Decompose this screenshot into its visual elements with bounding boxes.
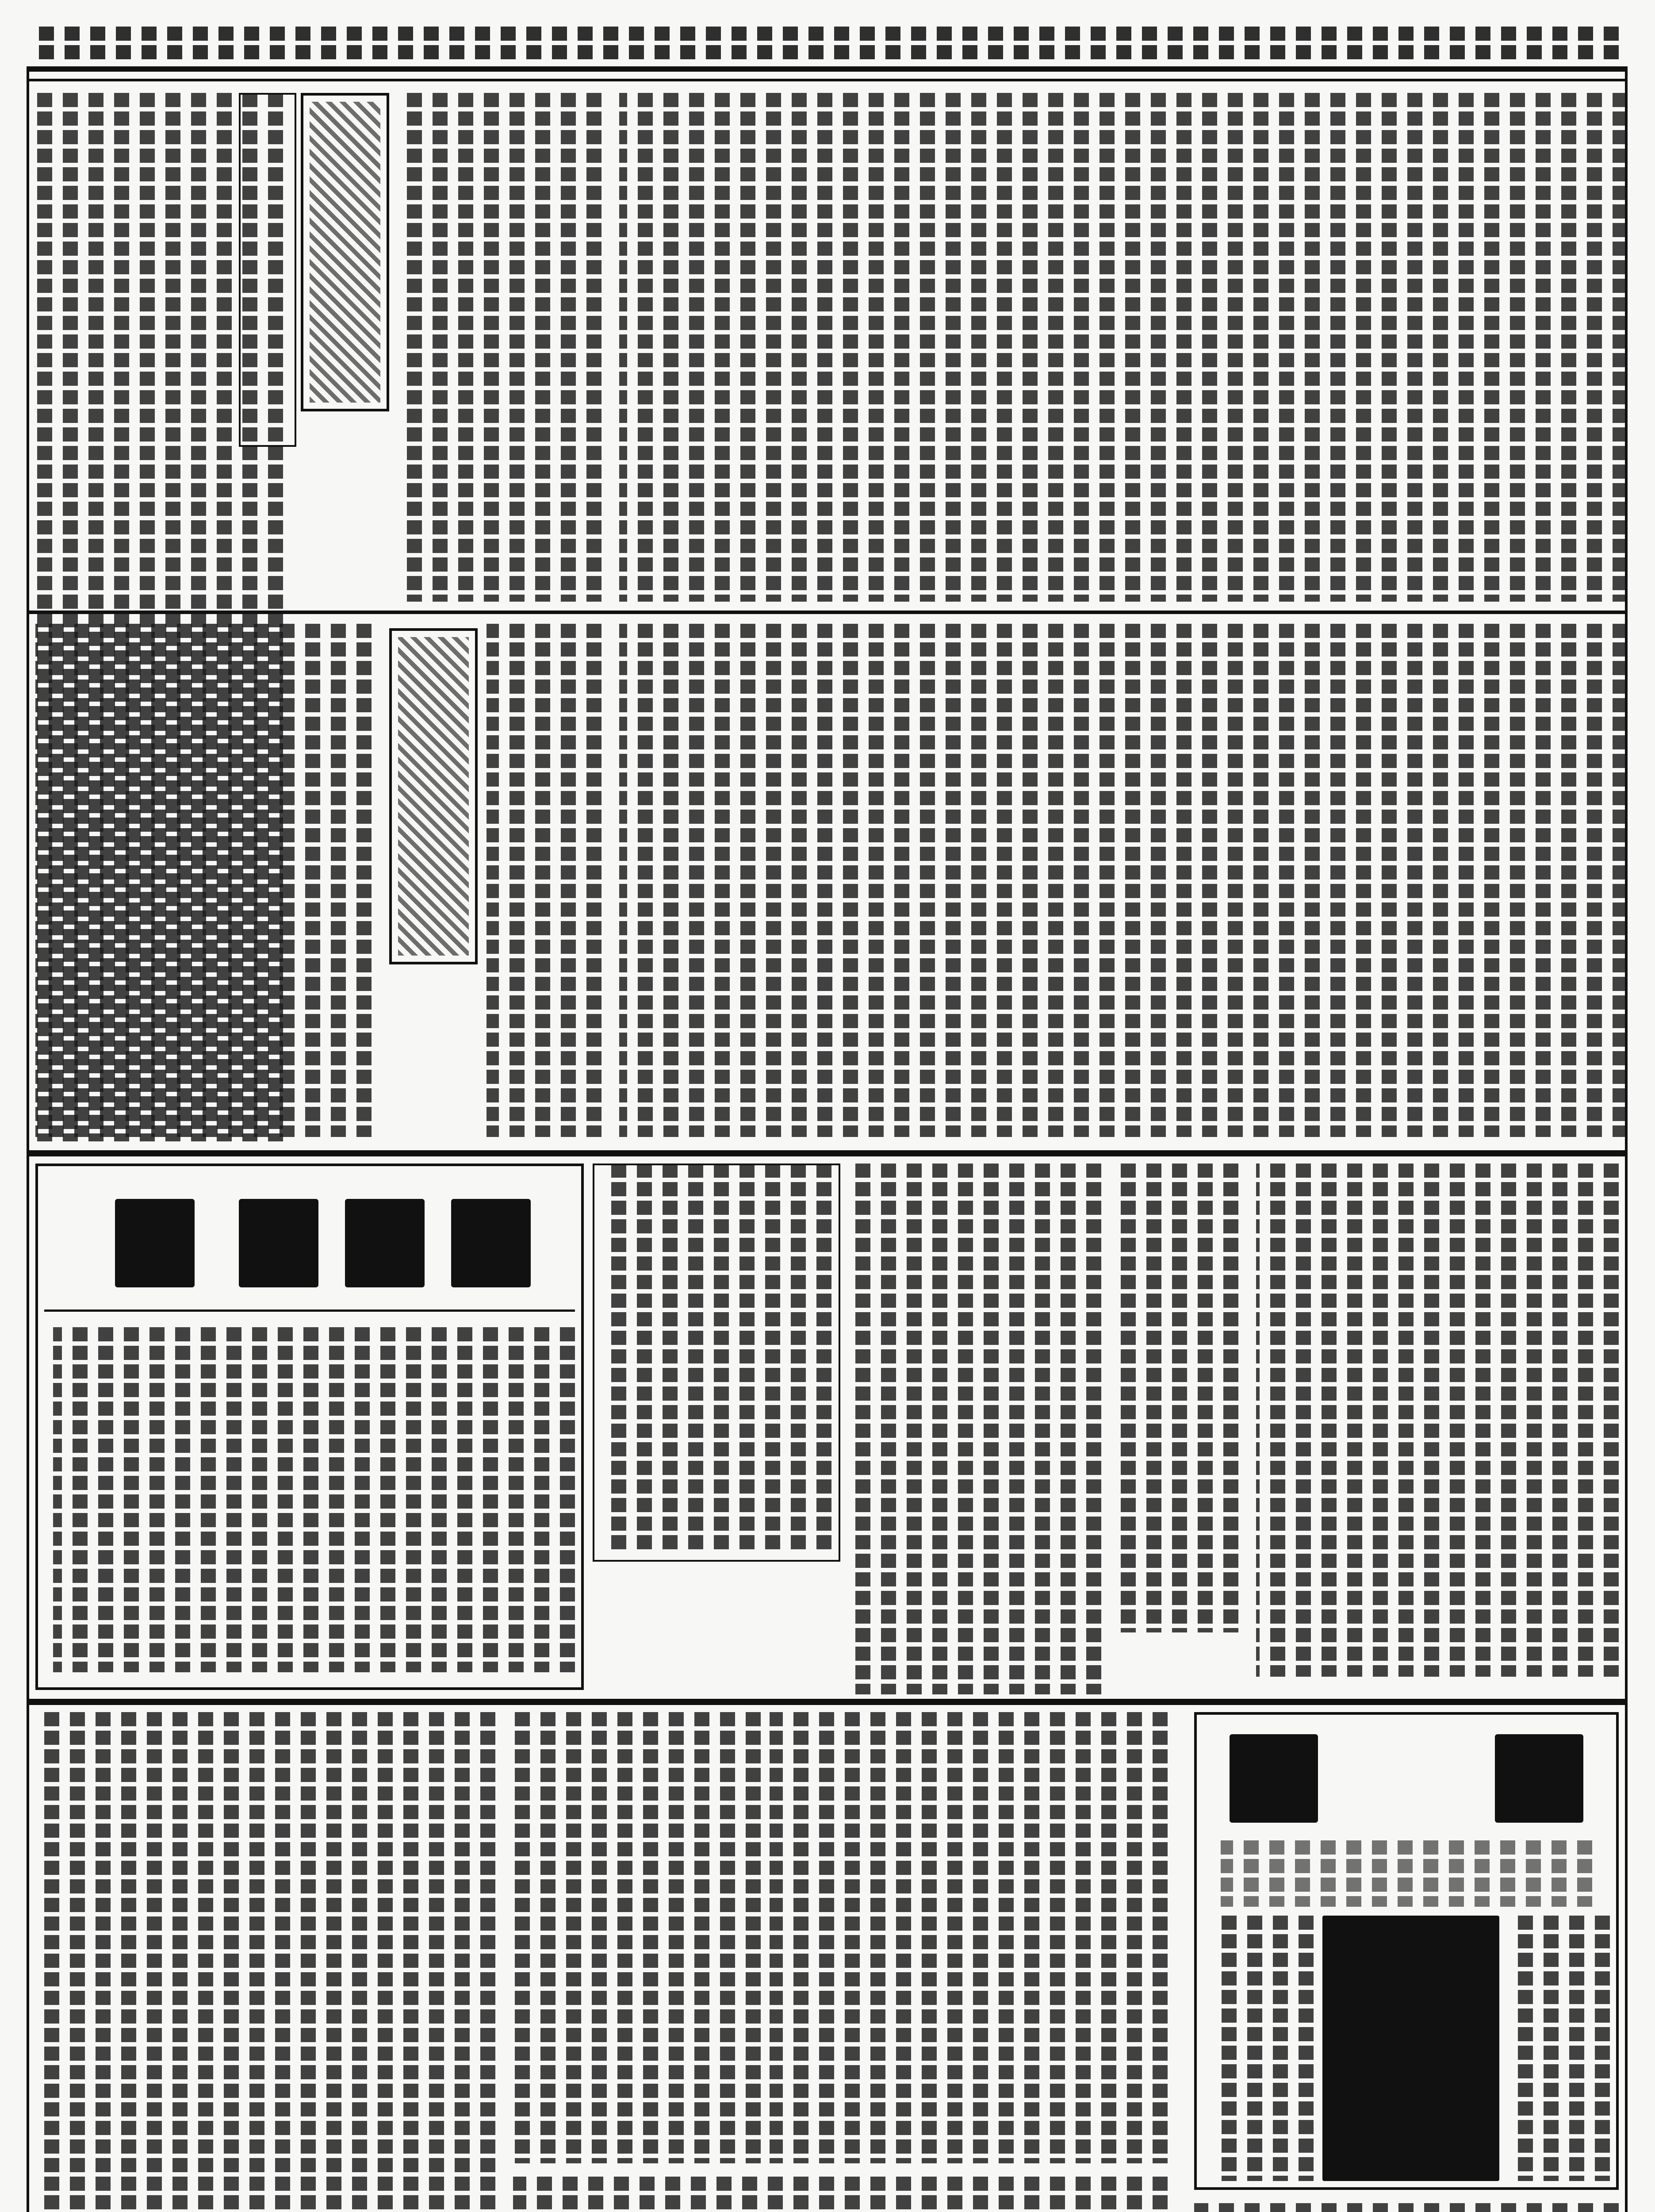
news-columns-middle-left — [35, 624, 372, 1137]
news-columns-middle-center — [487, 624, 601, 1137]
public-subscription-list — [513, 1712, 761, 2163]
wo-chong-glyph-2 — [1230, 1734, 1318, 1823]
middle-thick-divider — [27, 1150, 1628, 1156]
headline-ornament-world — [398, 637, 469, 956]
hotel-title-glyph-3 — [239, 1199, 318, 1287]
news-columns-upper-right — [619, 93, 1628, 602]
wo-chong-title — [1212, 1725, 1601, 1832]
building-sale-columns — [854, 1164, 1101, 1694]
news-columns-upper-middle — [398, 93, 601, 602]
lower-thick-divider — [27, 1699, 1628, 1705]
hotel-ad-rule — [44, 1310, 575, 1312]
upper-right-notice-columns — [1256, 1164, 1619, 1677]
hotel-title-glyph-1 — [451, 1199, 531, 1287]
thanks-notice-columns — [1115, 1164, 1238, 1632]
wo-chong-left-text — [1212, 1916, 1314, 2181]
subscription-total-columns — [770, 1712, 1168, 2163]
masthead-strip — [35, 27, 1619, 62]
masthead-top-rule — [27, 66, 1628, 72]
frame-right — [1625, 66, 1628, 2212]
masthead-bottom-rule — [27, 79, 1628, 81]
property-notice-box — [593, 1164, 840, 1562]
bottom-left-notice-columns — [35, 1712, 495, 2212]
wo-chong-right-text — [1513, 1916, 1610, 2181]
news-columns-middle-right — [619, 624, 1628, 1137]
hotel-title-glyph-4 — [115, 1199, 195, 1287]
headline-ornament-left — [310, 102, 380, 403]
sub-headline-box — [239, 93, 296, 447]
wo-chong-glyph-1 — [1495, 1734, 1583, 1823]
hotel-title-glyph-2 — [345, 1199, 425, 1287]
frame-left — [27, 66, 29, 2212]
hotel-ad-title — [71, 1194, 548, 1292]
bottom-right-notice-columns — [1194, 2203, 1619, 2212]
lower-center-notice-columns — [513, 2177, 1168, 2212]
upper-divider — [27, 611, 1628, 614]
hotel-ad-columns — [53, 1327, 575, 1672]
wo-chong-address — [1221, 1840, 1592, 1907]
mooncake-banner — [1322, 1916, 1499, 2181]
